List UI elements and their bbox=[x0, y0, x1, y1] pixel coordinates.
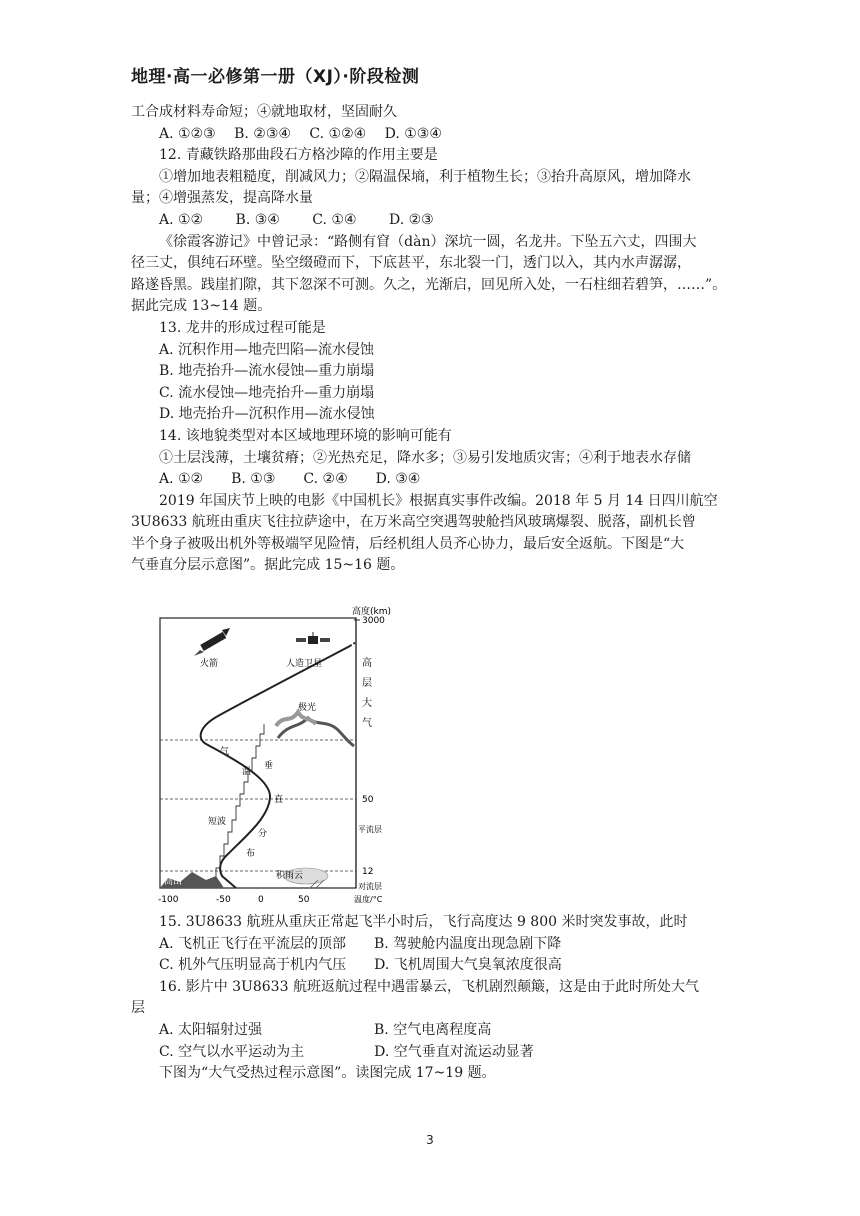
mountain-label: 高山 bbox=[164, 877, 183, 887]
text-line: 13. 龙井的形成过程可能是 bbox=[159, 319, 326, 336]
tick-50: 50 bbox=[362, 795, 374, 805]
page-number: 3 bbox=[426, 1133, 434, 1147]
layer-label-3: 大 bbox=[362, 698, 372, 709]
text-line: 12. 青藏铁路那曲段石方格沙障的作用主要是 bbox=[159, 147, 438, 164]
y-axis-title: 高度(km) bbox=[352, 607, 392, 617]
x-tick-2: -50 bbox=[216, 895, 231, 905]
page-header: 地理·高一必修第一册（XJ）·阶段检测 bbox=[131, 67, 420, 87]
text-line: A. 沉积作用—地壳凹陷—流水侵蚀 bbox=[159, 341, 375, 358]
text-line: 气垂直分层示意图”。据此完成 15~16 题。 bbox=[131, 557, 405, 574]
atmosphere-layer-diagram bbox=[158, 606, 398, 906]
text-line: 路遂昏黑。践崖扪隙，其下忽深不可测。久之，光渐启，回见所入处，一石柱细若碧笋，……”。 bbox=[131, 276, 727, 293]
text-line: 14. 该地貌类型对本区域地理环境的影响可能有 bbox=[159, 427, 452, 444]
curve-char-4: 直 bbox=[274, 795, 284, 805]
layer-label-2: 层 bbox=[362, 678, 372, 689]
x-tick-3: 0 bbox=[258, 895, 264, 905]
text-line: A. ①② B. ①③ C. ②④ D. ③④ bbox=[159, 471, 421, 488]
curve-char-3: 垂 bbox=[264, 761, 274, 771]
rocket-label: 火箭 bbox=[200, 659, 219, 669]
text-line: 半个身子被吸出机外等极端罕见险情，后经机组人员齐心协力，最后安全返航。下图是“大 bbox=[131, 535, 685, 552]
text-line: A. 太阳辐射过强 B. 空气电离程度高 bbox=[159, 1021, 492, 1038]
x-axis-title: 温度/°C bbox=[354, 895, 383, 904]
text-line: 16. 影片中 3U8633 航班返航过程中遇雷暴云，飞机剧烈颠簸，这是由于此时所处大气 bbox=[159, 978, 699, 995]
troposphere-label: 对流层 bbox=[358, 882, 382, 891]
text-line: ①土层浅薄，土壤贫瘠；②光热充足，降水多；③易引发地质灾害；④利于地表水存储 bbox=[159, 449, 691, 466]
text-line: 量；④增强蒸发，提高降水量 bbox=[131, 190, 313, 207]
text-line: 《徐霞客游记》中曾记录：“路侧有窅（dàn）深坑一圆，名龙井。下坠五六丈，四围大 bbox=[159, 233, 697, 250]
text-line: 径三丈，俱纯石环壁。坠空缀磴而下，下底甚平，东北裂一门，透门以入，其内水声潺潺， bbox=[131, 255, 691, 272]
tick-12: 12 bbox=[362, 867, 374, 877]
text-line: 2019 年国庆节上映的电影《中国机长》根据真实事件改编。2018 年 5 月 14 日四川航空 bbox=[159, 492, 718, 509]
text-line: 工合成材料寿命短；④就地取材，坚固耐久 bbox=[131, 104, 397, 120]
curve-char-5: 分 bbox=[258, 829, 268, 839]
layer-label-1: 高 bbox=[362, 658, 372, 669]
text-line: A. 飞机正飞行在平流层的顶部 B. 驾驶舱内温度出现急剧下降 bbox=[159, 935, 562, 952]
tick-3000: 3000 bbox=[362, 616, 385, 626]
question-text bbox=[131, 102, 731, 577]
cloud-label: 积雨云 bbox=[276, 871, 304, 881]
curve-char-1: 气 bbox=[220, 747, 230, 757]
text-line: C. 空气以水平运动为主 D. 空气垂直对流运动显著 bbox=[159, 1043, 534, 1060]
atmosphere-diagram-svg bbox=[158, 606, 398, 906]
text-line: C. 流水侵蚀—地壳抬升—重力崩塌 bbox=[159, 384, 375, 401]
text-line: D. 地壳抬升—沉积作用—流水侵蚀 bbox=[159, 406, 375, 423]
text-line: A. ①②③ B. ②③④ C. ①②④ D. ①③④ bbox=[159, 125, 442, 142]
x-tick-4: 50 bbox=[298, 895, 310, 905]
text-line: A. ①② B. ③④ C. ①④ D. ②③ bbox=[159, 211, 434, 228]
satellite-label: 人造卫星 bbox=[286, 659, 323, 669]
text-line: C. 机外气压明显高于机内气压 D. 飞机周围大气臭氧浓度很高 bbox=[159, 957, 562, 974]
curve-char-6: 布 bbox=[246, 849, 256, 859]
shortwave-label: 短波 bbox=[208, 817, 227, 827]
text-line: B. 地壳抬升—流水侵蚀—重力崩塌 bbox=[159, 363, 375, 380]
text-line: 15. 3U8633 航班从重庆正常起飞半小时后，飞行高度达 9 800 米时突发事故，此时 bbox=[159, 914, 688, 930]
layer-label-4: 气 bbox=[362, 718, 372, 729]
text-line: 3U8633 航班由重庆飞往拉萨途中，在万米高空突遇驾驶舱挡风玻璃爆裂、脱落，副机长曾 bbox=[131, 514, 696, 531]
text-line: 据此完成 13~14 题。 bbox=[131, 298, 272, 315]
text-line: ①增加地表粗糙度，削减风力；②隔温保墒，利于植物生长；③抬升高原风，增加降水 bbox=[159, 168, 691, 185]
stratosphere-label: 平流层 bbox=[358, 825, 382, 834]
x-tick-1: -100 bbox=[158, 895, 179, 905]
curve-char-2: 温 bbox=[242, 767, 252, 777]
aurora-label: 极光 bbox=[298, 703, 317, 713]
text-line: 下图为“大气受热过程示意图”。读图完成 17~19 题。 bbox=[159, 1065, 496, 1082]
question-text-continued bbox=[131, 912, 731, 1085]
text-line: 层 bbox=[131, 1000, 145, 1017]
